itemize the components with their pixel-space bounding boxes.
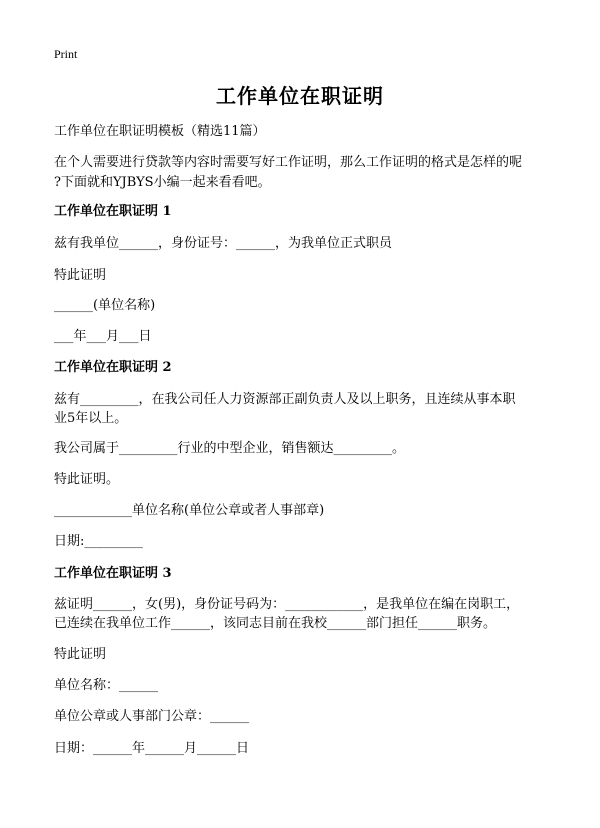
intro-line-2: ?下面就和YJBYS小编一起来看看吧。 bbox=[54, 175, 271, 190]
page-title: 工作单位在职证明 bbox=[216, 84, 384, 108]
intro-line-1: 在个人需要进行贷款等内容时需要写好工作证明，那么工作证明的格式是怎样的呢 bbox=[54, 155, 523, 170]
section-2-line-1b: 业5年以上。 bbox=[54, 411, 128, 426]
section-3-line-4: 单位公章或人事部门公章：______ bbox=[54, 709, 250, 724]
section-2-heading: 工作单位在职证明 2 bbox=[54, 360, 172, 375]
section-2-line-1a: 兹有_________，在我公司任人力资源部正副负责人及以上职务，且连续从事本职 bbox=[54, 392, 516, 407]
section-1-line-1: 兹有我单位______，身份证号：______，为我单位正式职员 bbox=[54, 236, 393, 251]
section-2-line-2: 我公司属于_________行业的中型企业，销售额达_________。 bbox=[54, 441, 406, 456]
section-2-line-4: ____________单位名称(单位公章或者人事部章) bbox=[54, 503, 325, 518]
subtitle: 工作单位在职证明模板（精选11篇） bbox=[54, 124, 266, 139]
section-1-line-3: ______(单位名称) bbox=[54, 298, 156, 313]
section-1-heading: 工作单位在职证明 1 bbox=[54, 204, 172, 219]
section-3-line-5: 日期：______年______月______日 bbox=[54, 741, 250, 756]
section-3-heading: 工作单位在职证明 3 bbox=[54, 566, 172, 581]
section-2-line-5: 日期:_________ bbox=[54, 534, 143, 549]
section-1-line-2: 特此证明 bbox=[54, 268, 107, 283]
print-label[interactable]: Print bbox=[54, 47, 78, 61]
section-3-line-3: 单位名称：______ bbox=[54, 678, 159, 693]
section-3-line-1a: 兹证明______，女(男)，身份证号码为：____________，是我单位在编在岗职工， bbox=[54, 597, 520, 612]
section-2-line-3: 特此证明。 bbox=[54, 472, 120, 487]
section-1-line-4: ___年___月___日 bbox=[54, 329, 152, 344]
section-3-line-2: 特此证明 bbox=[54, 647, 107, 662]
section-3-line-1b: 已连续在我单位工作______，该同志目前在我校______部门担任______职务。 bbox=[54, 616, 497, 631]
